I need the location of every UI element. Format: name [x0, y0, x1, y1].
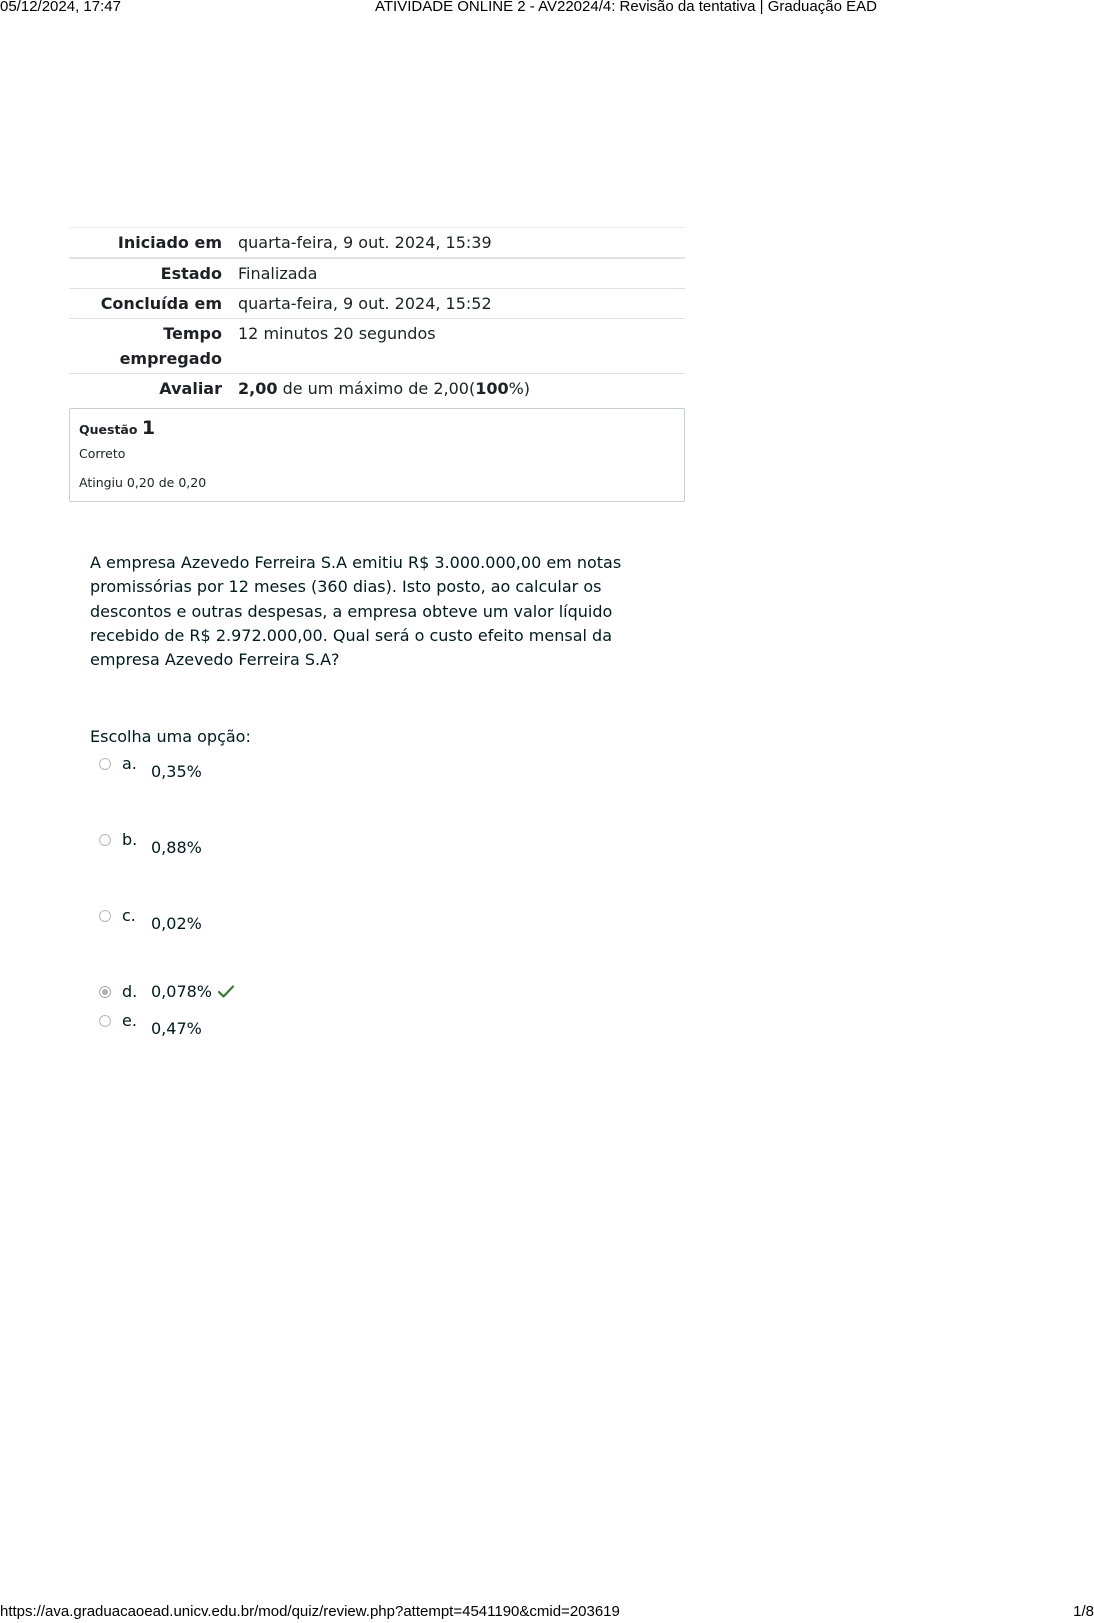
summary-grade-value	[238, 374, 685, 404]
radio-button[interactable]	[99, 758, 111, 770]
option-text: 0,35%	[151, 762, 202, 781]
summary-value: quarta-feira, 9 out. 2024, 15:39	[238, 228, 685, 259]
question-prefix: Questão	[79, 422, 138, 437]
question-info-box	[69, 408, 685, 502]
summary-value: quarta-feira, 9 out. 2024, 15:52	[238, 289, 685, 319]
option-letter: c.	[122, 906, 136, 925]
grade-score: 2,00	[238, 379, 278, 398]
option-text-wrapper	[151, 982, 234, 1001]
radio-button[interactable]	[99, 910, 111, 922]
summary-label: Concluída em	[69, 289, 238, 319]
option-text: 0,47%	[151, 1019, 202, 1038]
print-header	[0, 0, 1094, 16]
print-url: https://ava.graduacaoead.unicv.edu.br/mod/quiz/review.php?attempt=4541190&cmid=203619	[0, 1603, 620, 1620]
answer-prompt: Escolha uma opção:	[90, 727, 251, 746]
summary-label	[69, 319, 238, 374]
attempt-summary-table	[69, 227, 685, 403]
summary-value: Finalizada	[238, 258, 685, 289]
print-footer	[0, 1603, 1094, 1621]
summary-row-time-taken	[69, 319, 685, 374]
option-letter: d.	[122, 982, 138, 1001]
print-page-number: 1/8	[1073, 1603, 1094, 1620]
option-letter: e.	[122, 1011, 137, 1030]
grade-max-text: de um máximo de 2,00(	[277, 379, 476, 398]
option-text: 0,88%	[151, 838, 202, 857]
option-letter: b.	[122, 830, 138, 849]
option-text: 0,078%	[151, 982, 213, 1001]
summary-label: Iniciado em	[69, 228, 238, 259]
radio-button-selected[interactable]	[99, 986, 111, 998]
grade-percent: 100	[475, 379, 509, 398]
radio-button[interactable]	[99, 834, 111, 846]
summary-row-started	[69, 228, 685, 259]
option-letter: a.	[122, 754, 137, 773]
question-number	[79, 417, 155, 439]
radio-button[interactable]	[99, 1015, 111, 1027]
question-state: Correto	[79, 446, 126, 461]
print-datetime: 05/12/2024, 17:47	[0, 0, 121, 15]
summary-label: Estado	[69, 258, 238, 289]
option-text: 0,02%	[151, 914, 202, 933]
summary-label: Avaliar	[69, 374, 238, 404]
question-number-value: 1	[141, 417, 156, 439]
summary-label-line2: empregado	[119, 349, 222, 368]
summary-label-line1: Tempo	[163, 324, 222, 343]
check-icon	[218, 985, 234, 998]
summary-row-completed	[69, 289, 685, 319]
question-text: A empresa Azevedo Ferreira S.A emitiu R$ 3.000.000,00 em notas promissórias por 12 meses (360 dias). Isto posto, ao calcular os descontos e outras despesas, a empresa obteve um valor líquido recebido de R$ 2.972.000,00. Qual será o custo efeito mensal da empresa Azevedo Ferreira S.A?	[90, 553, 622, 670]
question-grade: Atingiu 0,20 de 0,20	[79, 475, 207, 490]
summary-value: 12 minutos 20 segundos	[238, 319, 685, 374]
grade-end: %)	[508, 379, 531, 398]
summary-row-grade	[69, 374, 685, 404]
print-page-title: ATIVIDADE ONLINE 2 - AV22024/4: Revisão da tentativa | Graduação EAD	[375, 0, 877, 15]
summary-row-state	[69, 258, 685, 289]
